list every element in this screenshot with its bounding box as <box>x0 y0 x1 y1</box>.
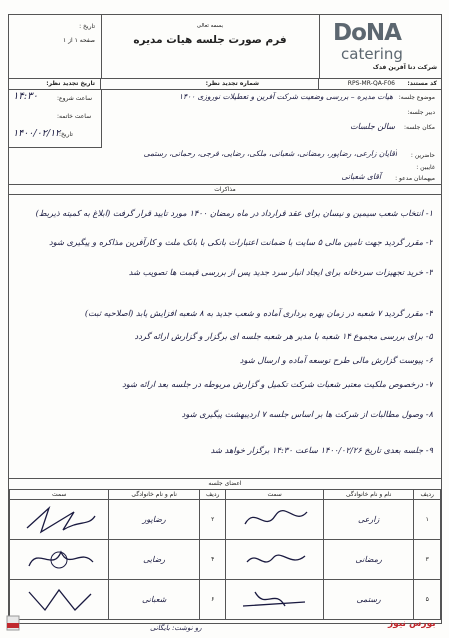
signature-mark <box>19 542 99 576</box>
location-label: مکان جلسه: <box>404 124 435 131</box>
minute-item: ۵- برای بررسی مجموع ۱۴ شعبه با مدیر هر شعبه جلسه ای برگزار و گزارش ارائه گردد <box>134 331 433 341</box>
minute-item: ۸- وصول مطالبات از شرکت ها بر اساس جلسه ۷ اردیبهشت پیگیری شود <box>181 409 433 419</box>
subject-value: هیات مدیره – بررسی وضعیت شرکت آفرین و تعطیلات نوروزی ۱۴۰۰ <box>179 92 393 101</box>
doc-code-label: کد مستند: <box>407 80 437 87</box>
member-name: رضایی <box>109 540 200 580</box>
form-title: فرم صورت جلسه هیات مدیره <box>133 34 287 46</box>
col-row-header: ردیف <box>199 490 226 500</box>
table-row <box>10 580 441 620</box>
member-name: رضاپور <box>109 500 200 540</box>
member-name: شعبانی <box>109 580 200 620</box>
signature-cell <box>10 580 109 620</box>
attendees-label: حاضرین : <box>410 152 435 159</box>
date-label: تاریخ: <box>59 131 73 138</box>
revision-date-label: تاریخ تجدید نظر: <box>46 80 95 87</box>
minutes-header-row <box>9 184 441 195</box>
meeting-info <box>9 89 441 185</box>
member-name: زارعی <box>323 500 414 540</box>
header-title-box <box>101 15 320 78</box>
row-number: ۵ <box>414 580 441 620</box>
bismillah: بسمه تعالی <box>196 23 224 29</box>
col-name-header: نام و نام خانوادگی <box>109 490 200 500</box>
minute-item: ۳- خرید تجهیزات سردخانه برای ایجاد انبار سرد جدید پس از بررسی قیمت ها تصویب شد <box>128 267 433 277</box>
end-time-label: ساعت خاتمه: <box>57 113 92 120</box>
footer-note: رو نوشت: بایگانی <box>150 624 202 632</box>
signature-cell <box>226 540 323 580</box>
date-label: تاریخ : <box>79 23 95 30</box>
col-name-header: نام و نام خانوادگی <box>323 490 414 500</box>
signature-mark <box>19 502 99 536</box>
col-signature-header: سمت <box>226 490 323 500</box>
guests-value: آقای شعبانی <box>341 172 381 181</box>
date-value: ۱۴۰۰/۰۲/۱۲ <box>13 128 61 139</box>
subject-label: موضوع جلسه: <box>398 94 435 101</box>
company-logo <box>319 15 441 78</box>
row-number: ۲ <box>199 500 226 540</box>
guests-label: میهمانان مدعو : <box>395 175 435 182</box>
signature-cell <box>10 500 109 540</box>
table-row <box>10 500 441 540</box>
minutes-body <box>9 195 441 479</box>
row-number: ۶ <box>199 580 226 620</box>
signature-mark <box>235 544 315 574</box>
form-frame <box>8 14 442 624</box>
members-table <box>9 489 441 620</box>
minutes-title: مذاکرات <box>214 186 236 193</box>
absentees-label: غایبین : <box>416 164 435 171</box>
page-label: صفحه ۱ از ۱ <box>63 37 95 44</box>
logo-text-dona: DoNA <box>333 20 401 46</box>
member-name: رمضانی <box>323 540 414 580</box>
row-number: ۱ <box>414 500 441 540</box>
members-header-row <box>10 490 441 500</box>
location-value: سالن جلسات <box>350 122 395 131</box>
form-header <box>9 15 441 79</box>
col-signature-header: سمت <box>10 490 109 500</box>
minute-item: ۶- پیوست گزارش مالی طرح توسعه آماده و ارسال شود <box>239 355 433 365</box>
members-section <box>9 478 441 623</box>
header-date-box <box>9 15 102 78</box>
row-number: ۳ <box>414 540 441 580</box>
revision-no-label: شماره تجدید نظر: <box>205 80 259 87</box>
watermark: بورس نیوز <box>388 619 436 629</box>
members-title: اعضای جلسه <box>208 480 242 487</box>
minute-item: ۴- مقرر گردید ۷ شعبه در زمان بهره برداری آماده و شعب جدید به ۸ شعبه افزایش یابد (اصلاحیه ثبت) <box>84 308 433 318</box>
member-name: رستمی <box>323 580 414 620</box>
company-name: شرکت دنا آفرین فدک <box>372 64 437 71</box>
start-time-label: ساعت شروع: <box>57 95 93 102</box>
signature-mark <box>19 582 99 616</box>
logo-text-catering: catering <box>341 45 403 63</box>
minute-item: ۲- مقرر گردید جهت تامین مالی ۵ سایت با ضمانت اعتبارات بانکی با بانک ملت و کارآفرین مذاکره و پیگیری شود <box>49 237 433 247</box>
pdf-icon <box>4 614 22 632</box>
signature-cell <box>10 540 109 580</box>
signature-cell <box>226 500 323 540</box>
attendees-value: آقایان زارعی، رضاپور، رمضانی، شعبانی، ملکی، رضایی، فرجی، رحمانی، رستمی <box>143 149 397 158</box>
doc-code: RPS-MR-QA-F06 <box>347 80 395 87</box>
signature-mark <box>235 584 315 614</box>
table-row <box>10 540 441 580</box>
signature-mark <box>235 504 315 534</box>
minute-item: ۷- درخصوص ملکیت معتبر شعبات شرکت تکمیل و گزارش مربوطه در جلسه بعد ارائه شود <box>122 379 433 389</box>
signature-cell <box>226 580 323 620</box>
col-row-header: ردیف <box>414 490 441 500</box>
secretary-label: دبیر جلسه: <box>407 109 435 116</box>
start-time-value: ۱۴:۳۰ <box>13 91 38 102</box>
minute-item: ۹- جلسه بعدی تاریخ ۱۴۰۰/۰۲/۲۶ ساعت ۱۴:۳۰ برگزار خواهد شد <box>210 445 433 455</box>
minute-item: ۱- انتخاب شعب سیمین و نیسان برای عقد قرارداد در ماه رمضان ۱۴۰۰ مورد تایید قرار گرفت (ابلاغ به کمیته ذیربط) <box>35 208 433 218</box>
row-number: ۴ <box>199 540 226 580</box>
